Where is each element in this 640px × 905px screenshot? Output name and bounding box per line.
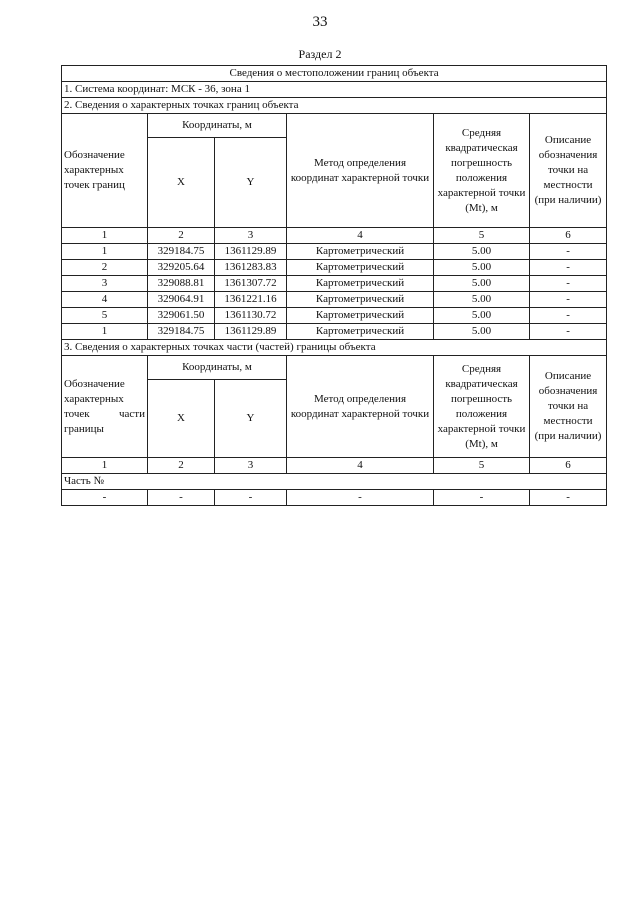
part2-heading: 2. Сведения о характерных точках границ объекта: [62, 98, 607, 114]
point-number: 1: [62, 324, 148, 340]
empty-cell: -: [434, 490, 530, 506]
point-number: 5: [62, 308, 148, 324]
col-number: 3: [215, 458, 287, 474]
part2-heading-row: [62, 98, 607, 114]
point-number: 1: [62, 244, 148, 260]
section-title: Раздел 2: [298, 47, 342, 61]
point-error: 5.00: [434, 308, 530, 324]
point-number: 4: [62, 292, 148, 308]
table-title-row: [62, 66, 607, 82]
point-error: 5.00: [434, 292, 530, 308]
part3-col-method: Метод определения координат характерной точки: [287, 356, 434, 458]
coord-system: 1. Система координат: МСК - 36, зона 1: [62, 82, 607, 98]
col-number: 6: [530, 458, 607, 474]
part2-col-x: X: [148, 138, 215, 228]
point-error: 5.00: [434, 244, 530, 260]
part3-col-y: Y: [215, 380, 287, 458]
table-row: [62, 324, 607, 340]
point-error: 5.00: [434, 324, 530, 340]
table-row: [62, 260, 607, 276]
empty-cell: -: [215, 490, 287, 506]
part2-col-designation: Обозначение характерных точек границ: [62, 114, 148, 228]
part3-heading: 3. Сведения о характерных точках части (частей) границы объекта: [62, 340, 607, 356]
empty-cell: -: [148, 490, 215, 506]
point-x: 329184.75: [148, 244, 215, 260]
col-number: 2: [148, 458, 215, 474]
point-y: 1361129.89: [215, 244, 287, 260]
col-number: 5: [434, 458, 530, 474]
col-number: 1: [62, 458, 148, 474]
point-desc: -: [530, 324, 607, 340]
point-error: 5.00: [434, 260, 530, 276]
point-x: 329205.64: [148, 260, 215, 276]
point-desc: -: [530, 292, 607, 308]
col-number: 5: [434, 228, 530, 244]
point-method: Картометрический: [287, 260, 434, 276]
table-row: [62, 292, 607, 308]
part3-col-coords: Координаты, м: [148, 356, 287, 380]
col-number: 4: [287, 458, 434, 474]
point-y: 1361283.83: [215, 260, 287, 276]
part3-col-desc: Описание обозначения точки на местности (при наличии): [530, 356, 607, 458]
point-y: 1361130.72: [215, 308, 287, 324]
boundary-table: [61, 65, 607, 506]
col-number: 6: [530, 228, 607, 244]
point-error: 5.00: [434, 276, 530, 292]
point-x: 329061.50: [148, 308, 215, 324]
page-number: 33: [312, 14, 328, 30]
point-y: 1361221.16: [215, 292, 287, 308]
empty-cell: -: [62, 490, 148, 506]
point-number: 3: [62, 276, 148, 292]
point-x: 329184.75: [148, 324, 215, 340]
part3-heading-row: [62, 340, 607, 356]
point-method: Картометрический: [287, 292, 434, 308]
point-desc: -: [530, 244, 607, 260]
table-title: Сведения о местоположении границ объекта: [62, 66, 607, 82]
point-method: Картометрический: [287, 244, 434, 260]
point-desc: -: [530, 260, 607, 276]
point-desc: -: [530, 276, 607, 292]
part3-col-numbers-row: [62, 458, 607, 474]
part2-col-numbers-row: [62, 228, 607, 244]
col-number: 1: [62, 228, 148, 244]
part-label: Часть №: [62, 474, 607, 490]
part3-col-x: X: [148, 380, 215, 458]
point-number: 2: [62, 260, 148, 276]
table-row: [62, 490, 607, 506]
point-method: Картометрический: [287, 276, 434, 292]
part2-col-method: Метод определения координат характерной точки: [287, 114, 434, 228]
part2-col-y: Y: [215, 138, 287, 228]
coord-system-row: [62, 82, 607, 98]
point-desc: -: [530, 308, 607, 324]
part2-col-desc: Описание обозначения точки на местности (при наличии): [530, 114, 607, 228]
empty-cell: -: [530, 490, 607, 506]
point-y: 1361129.89: [215, 324, 287, 340]
point-y: 1361307.72: [215, 276, 287, 292]
col-number: 3: [215, 228, 287, 244]
table-row: [62, 276, 607, 292]
col-number: 4: [287, 228, 434, 244]
part2-col-coords: Координаты, м: [148, 114, 287, 138]
part-label-row: [62, 474, 607, 490]
table-row: [62, 244, 607, 260]
point-x: 329064.91: [148, 292, 215, 308]
point-method: Картометрический: [287, 308, 434, 324]
col-number: 2: [148, 228, 215, 244]
point-method: Картометрический: [287, 324, 434, 340]
part3-col-error: Средняя квадратическая погрешность положения характерной точки (Mt), м: [434, 356, 530, 458]
table-row: [62, 308, 607, 324]
part3-col-designation: Обозначение характерных точек части границы: [62, 356, 148, 458]
part2-col-error: Средняя квадратическая погрешность положения характерной точки (Mt), м: [434, 114, 530, 228]
point-x: 329088.81: [148, 276, 215, 292]
empty-cell: -: [287, 490, 434, 506]
